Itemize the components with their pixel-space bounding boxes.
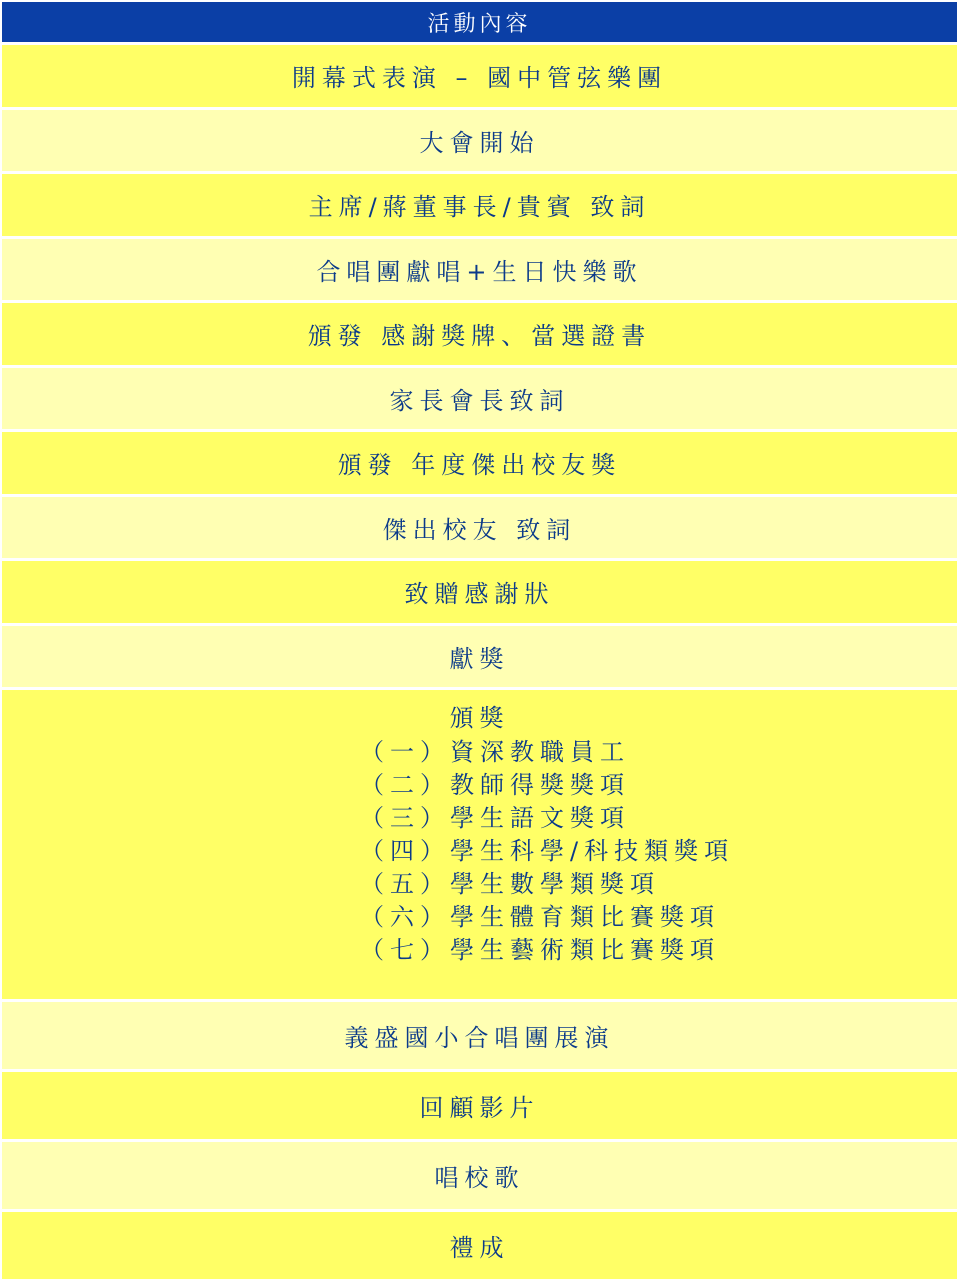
program-row-awards <box>2 690 957 1002</box>
program-row-alumni-award: 頒發 年度傑出校友獎 <box>2 432 957 497</box>
award-item-math: （五）學生數學類獎項 <box>360 870 660 898</box>
award-item-science: （四）學生科學/科技類獎項 <box>360 837 735 865</box>
awards-title: 頒獎 <box>449 704 510 732</box>
awards-list <box>360 736 734 967</box>
program-row-alumni-speech: 傑出校友 致詞 <box>2 497 957 562</box>
program-row-plaque-certificate: 頒發 感謝獎牌、當選證書 <box>2 303 957 368</box>
award-item-teacher: （二）教師得獎獎項 <box>360 771 630 799</box>
award-item-staff: （一）資深教職員工 <box>360 738 630 766</box>
program-row-choir-showcase: 義盛國小合唱團展演 <box>2 1002 957 1072</box>
program-row-chair-speech: 主席/蔣董事長/貴賓 致詞 <box>2 174 957 239</box>
program-row-closing: 禮成 <box>2 1212 957 1282</box>
award-item-sports: （六）學生體育類比賽獎項 <box>360 903 720 931</box>
program-row-assembly-start: 大會開始 <box>2 110 957 175</box>
program-row-opening-performance: 開幕式表演 – 國中管弦樂團 <box>2 45 957 110</box>
table-header: 活動內容 <box>2 2 957 45</box>
award-item-language: （三）學生語文獎項 <box>360 804 630 832</box>
program-schedule-table <box>2 2 957 1282</box>
program-row-review-video: 回顧影片 <box>2 1072 957 1142</box>
program-row-thanks-letter: 致贈感謝狀 <box>2 561 957 626</box>
award-item-arts: （七）學生藝術類比賽獎項 <box>360 936 720 964</box>
program-row-school-song: 唱校歌 <box>2 1142 957 1212</box>
program-row-choir-performance: 合唱團獻唱+生日快樂歌 <box>2 239 957 304</box>
program-row-parent-chair-speech: 家長會長致詞 <box>2 368 957 433</box>
program-row-award-donation: 獻獎 <box>2 626 957 691</box>
